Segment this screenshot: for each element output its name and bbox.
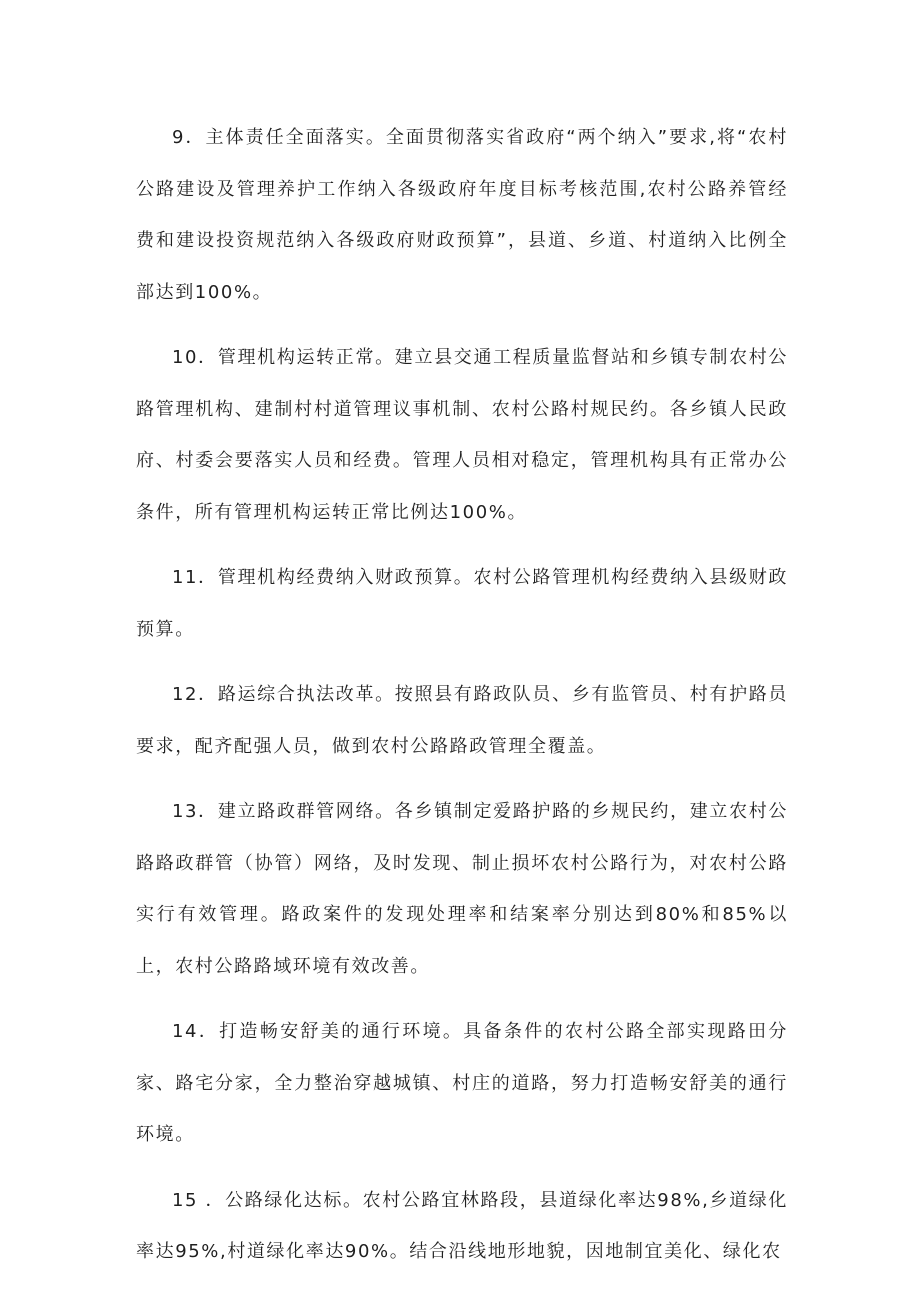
paragraph-item-10: 10．管理机构运转正常。建立县交通工程质量监督站和乡镇专制农村公路管理机构、建制村村道管理议事机制、农村公路村规民约。各乡镇人民政府、村委会要落实人员和经费。管理人员相对稳定，管理机构具有正常办公条件，所有管理机构运转正常比例达100%。 [136,347,788,523]
paragraph-item-11: 11．管理机构经费纳入财政预算。农村公路管理机构经费纳入县级财政预算。 [136,567,788,640]
paragraph-item-15: 15 ．公路绿化达标。农村公路宜林路段，县道绿化率达98%,乡道绿化率达95%,村道绿化率达90%。结合沿线地形地貌，因地制宜美化、绿化农 [136,1189,788,1262]
paragraph-item-14: 14．打造畅安舒美的通行环境。具备条件的农村公路全部实现路田分家、路宅分家，全力整治穿越城镇、村庄的道路，努力打造畅安舒美的通行环境。 [136,1021,788,1145]
paragraph-item-9: 9．主体责任全面落实。全面贯彻落实省政府“两个纳入”要求,将“农村公路建设及管理养护工作纳入各级政府年度目标考核范围,农村公路养管经费和建设投资规范纳入各级政府财政预算”，县道、乡道、村道纳入比例全部达到100%。 [136,127,788,303]
paragraph-item-12: 12．路运综合执法改革。按照县有路政队员、乡有监管员、村有护路员要求，配齐配强人员，做到农村公路路政管理全覆盖。 [136,684,788,757]
paragraph-item-13: 13．建立路政群管网络。各乡镇制定爱路护路的乡规民约，建立农村公路路政群管（协管）网络，及时发现、制止损坏农村公路行为，对农村公路实行有效管理。路政案件的发现处理率和结案率分别达到80%和85%以上，农村公路路域环境有效改善。 [136,801,788,977]
document-body [136,112,788,1292]
